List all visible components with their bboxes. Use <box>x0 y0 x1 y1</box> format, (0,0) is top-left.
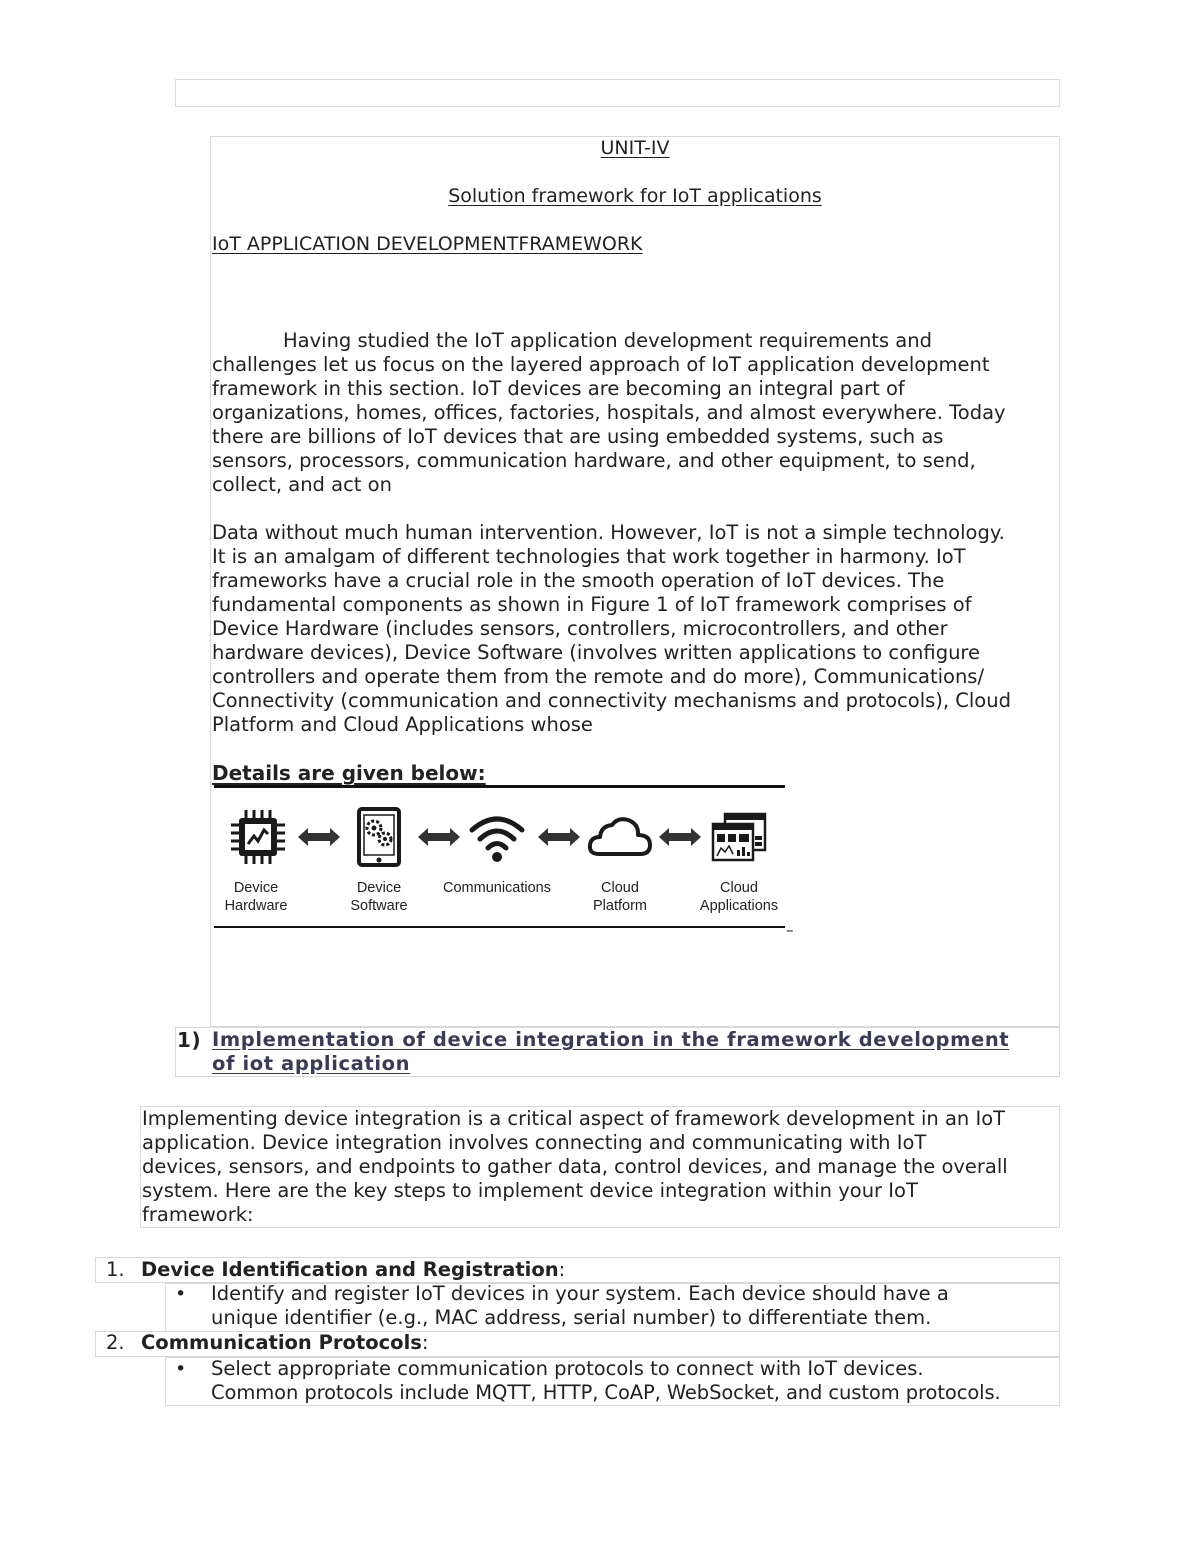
chip-icon <box>229 808 287 866</box>
details-heading: Details are given below: <box>212 761 486 785</box>
paragraph-line: organizations, homes, offices, factories, hospitals, and almost everywhere. Today <box>212 401 1006 424</box>
figure-label-cloud-applications: Cloud Applications <box>699 880 779 914</box>
unit-title: UNIT-IV <box>600 137 670 159</box>
double-arrow-icon <box>659 826 701 848</box>
paragraph-line: Having studied the IoT application development requirements and <box>283 329 932 352</box>
step-1-title: Device Identification and Registration <box>141 1258 559 1281</box>
paragraph-line: framework: <box>142 1203 254 1226</box>
subtitle: Solution framework for IoT applications <box>448 185 822 207</box>
section-1-title-link[interactable]: Implementation of device integration in the framework development <box>212 1028 1010 1051</box>
step-1-number: 1. <box>106 1258 125 1281</box>
step-2-detail-line: Select appropriate communication protocols to connect with IoT devices. <box>211 1357 924 1380</box>
paragraph-line: frameworks have a crucial role in the smooth operation of IoT devices. The <box>212 569 945 592</box>
figure-label-communications: Communications <box>443 880 551 896</box>
paragraph-line: system. Here are the key steps to implement device integration within your IoT <box>142 1179 918 1202</box>
paragraph-line: Platform and Cloud Applications whose <box>212 713 593 736</box>
paragraph-line: there are billions of IoT devices that are using embedded systems, such as <box>212 425 944 448</box>
wifi-icon <box>468 812 526 864</box>
figure-label-device-hardware: Device Hardware <box>224 880 288 914</box>
double-arrow-icon <box>418 826 460 848</box>
step-2-colon: : <box>421 1331 429 1354</box>
paragraph-line: challenges let us focus on the layered approach of IoT application development <box>212 353 990 376</box>
paragraph-line: framework in this section. IoT devices are becoming an integral part of <box>212 377 905 400</box>
paragraph-line: collect, and act on <box>212 473 392 496</box>
paragraph-line: hardware devices), Device Software (involves written applications to configure <box>212 641 981 664</box>
paragraph-line: Implementing device integration is a critical aspect of framework development in an IoT <box>142 1107 1006 1130</box>
paragraph-line: sensors, processors, communication hardware, and other equipment, to send, <box>212 449 976 472</box>
header-box <box>175 79 1060 107</box>
paragraph-line: Device Hardware (includes sensors, controllers, microcontrollers, and other <box>212 617 948 640</box>
bullet-icon: • <box>175 1358 187 1380</box>
figure-bottom-rule <box>214 926 785 928</box>
step-2-number: 2. <box>106 1331 125 1354</box>
figure-label-cloud-platform: Cloud Platform <box>593 880 647 914</box>
paragraph-line: devices, sensors, and endpoints to gather data, control devices, and manage the overall <box>142 1155 1008 1178</box>
double-arrow-icon <box>298 826 340 848</box>
figure-label-device-software: Device Software <box>350 880 408 914</box>
figure-dash: – <box>786 921 794 939</box>
section-1-number: 1) <box>177 1028 202 1052</box>
step-1-colon: : <box>558 1258 566 1281</box>
double-arrow-icon <box>538 826 580 848</box>
figure-top-rule <box>214 785 785 788</box>
paragraph-line: Data without much human intervention. However, IoT is not a simple technology. <box>212 521 1005 544</box>
section-1-title-link[interactable]: of iot application <box>212 1052 411 1075</box>
paragraph-line: controllers and operate them from the remote and do more), Communications/ <box>212 665 985 688</box>
dashboard-icon <box>711 812 767 862</box>
step-2-title: Communication Protocols <box>141 1331 422 1354</box>
paragraph-line: It is an amalgam of different technologies that work together in harmony. IoT <box>212 545 966 568</box>
step-1-heading <box>141 1258 565 1282</box>
step-1-detail-line: unique identifier (e.g., MAC address, serial number) to differentiate them. <box>211 1306 932 1329</box>
step-1-detail-line: Identify and register IoT devices in your system. Each device should have a <box>211 1282 949 1305</box>
cloud-icon <box>587 816 653 858</box>
paragraph-line: fundamental components as shown in Figure 1 of IoT framework comprises of <box>212 593 972 616</box>
paragraph-line: application. Device integration involves connecting and communicating with IoT <box>142 1131 927 1154</box>
paragraph-line: Connectivity (communication and connectivity mechanisms and protocols), Cloud <box>212 689 1011 712</box>
bullet-icon: • <box>175 1283 187 1305</box>
step-2-detail-line: Common protocols include MQTT, HTTP, CoAP, WebSocket, and custom protocols. <box>211 1381 1001 1404</box>
tablet-gears-icon <box>356 806 402 868</box>
step-2-heading <box>141 1331 428 1355</box>
section-heading: IoT APPLICATION DEVELOPMENTFRAMEWORK <box>212 233 643 255</box>
